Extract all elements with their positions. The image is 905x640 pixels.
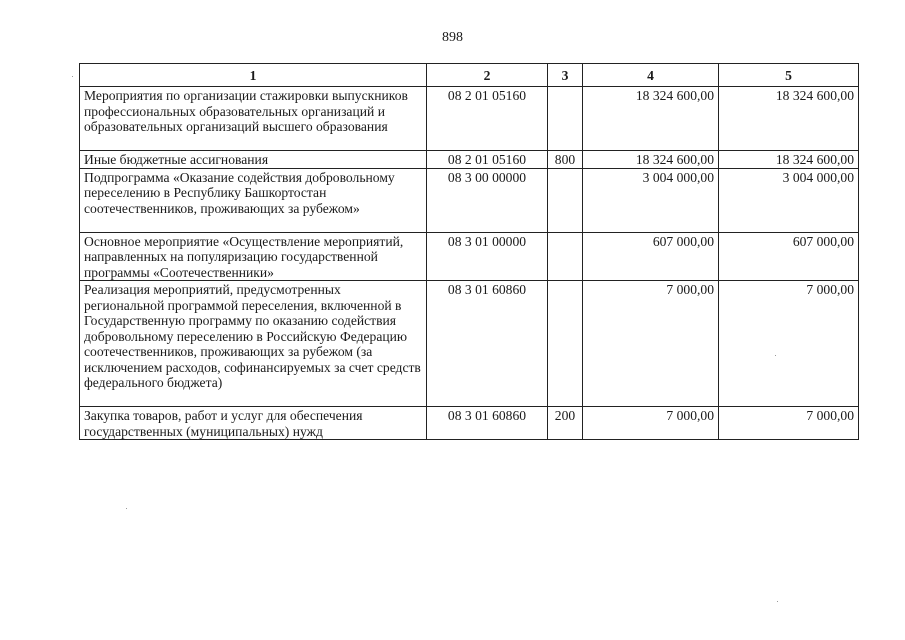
row-amount-2: 18 324 600,00	[719, 87, 859, 151]
row-amount-1: 7 000,00	[583, 407, 719, 440]
row-amount-1: 3 004 000,00	[583, 168, 719, 232]
scan-speck	[775, 355, 776, 356]
scan-speck	[777, 601, 778, 602]
row-amount-1: 18 324 600,00	[583, 151, 719, 169]
scan-speck	[126, 508, 127, 509]
table-row	[80, 232, 859, 281]
row-amount-1: 607 000,00	[583, 232, 719, 281]
table-row	[80, 407, 859, 440]
row-type: 200	[548, 407, 583, 440]
row-type: 800	[548, 151, 583, 169]
row-amount-2: 3 004 000,00	[719, 168, 859, 232]
row-name: Закупка товаров, работ и услуг для обеспечения государственных (муниципальных) нужд	[80, 407, 427, 440]
row-code: 08 2 01 05160	[427, 151, 548, 169]
row-amount-1: 18 324 600,00	[583, 87, 719, 151]
row-type	[548, 168, 583, 232]
row-amount-2: 607 000,00	[719, 232, 859, 281]
table-row	[80, 168, 859, 232]
row-code: 08 2 01 05160	[427, 87, 548, 151]
row-code: 08 3 01 60860	[427, 407, 548, 440]
table-row	[80, 281, 859, 407]
column-header-5: 5	[719, 64, 859, 87]
row-name: Иные бюджетные ассигнования	[80, 151, 427, 169]
budget-table	[79, 63, 859, 440]
table-row	[80, 151, 859, 169]
row-name: Мероприятия по организации стажировки выпускников профессиональных образовательных организаций и образовательных организаций высшего образования	[80, 87, 427, 151]
row-amount-1: 7 000,00	[583, 281, 719, 407]
table-row	[80, 87, 859, 151]
column-header-2: 2	[427, 64, 548, 87]
row-type	[548, 87, 583, 151]
row-type	[548, 281, 583, 407]
row-name: Подпрограмма «Оказание содействия добровольному переселению в Республику Башкортостан соотечественников, проживающих за рубежом»	[80, 168, 427, 232]
row-amount-2: 18 324 600,00	[719, 151, 859, 169]
column-header-1: 1	[80, 64, 427, 87]
scan-speck	[72, 76, 73, 77]
row-name: Основное мероприятие «Осуществление мероприятий, направленных на популяризацию государственной программы «Соотечественники»	[80, 232, 427, 281]
row-name: Реализация мероприятий, предусмотренных региональной программой переселения, включенной в Государственную программу по оказанию содействия добровольному переселению в Российскую Федерацию соотечественников, проживающих за рубежом (за исключением расходов, софинансируемых за счет средств федерального бюджета)	[80, 281, 427, 407]
row-code: 08 3 01 60860	[427, 281, 548, 407]
row-amount-2: 7 000,00	[719, 281, 859, 407]
row-amount-2: 7 000,00	[719, 407, 859, 440]
page-number: 898	[442, 30, 463, 45]
row-type	[548, 232, 583, 281]
column-header-3: 3	[548, 64, 583, 87]
column-header-4: 4	[583, 64, 719, 87]
row-code: 08 3 01 00000	[427, 232, 548, 281]
row-code: 08 3 00 00000	[427, 168, 548, 232]
table-header-row	[80, 64, 859, 87]
